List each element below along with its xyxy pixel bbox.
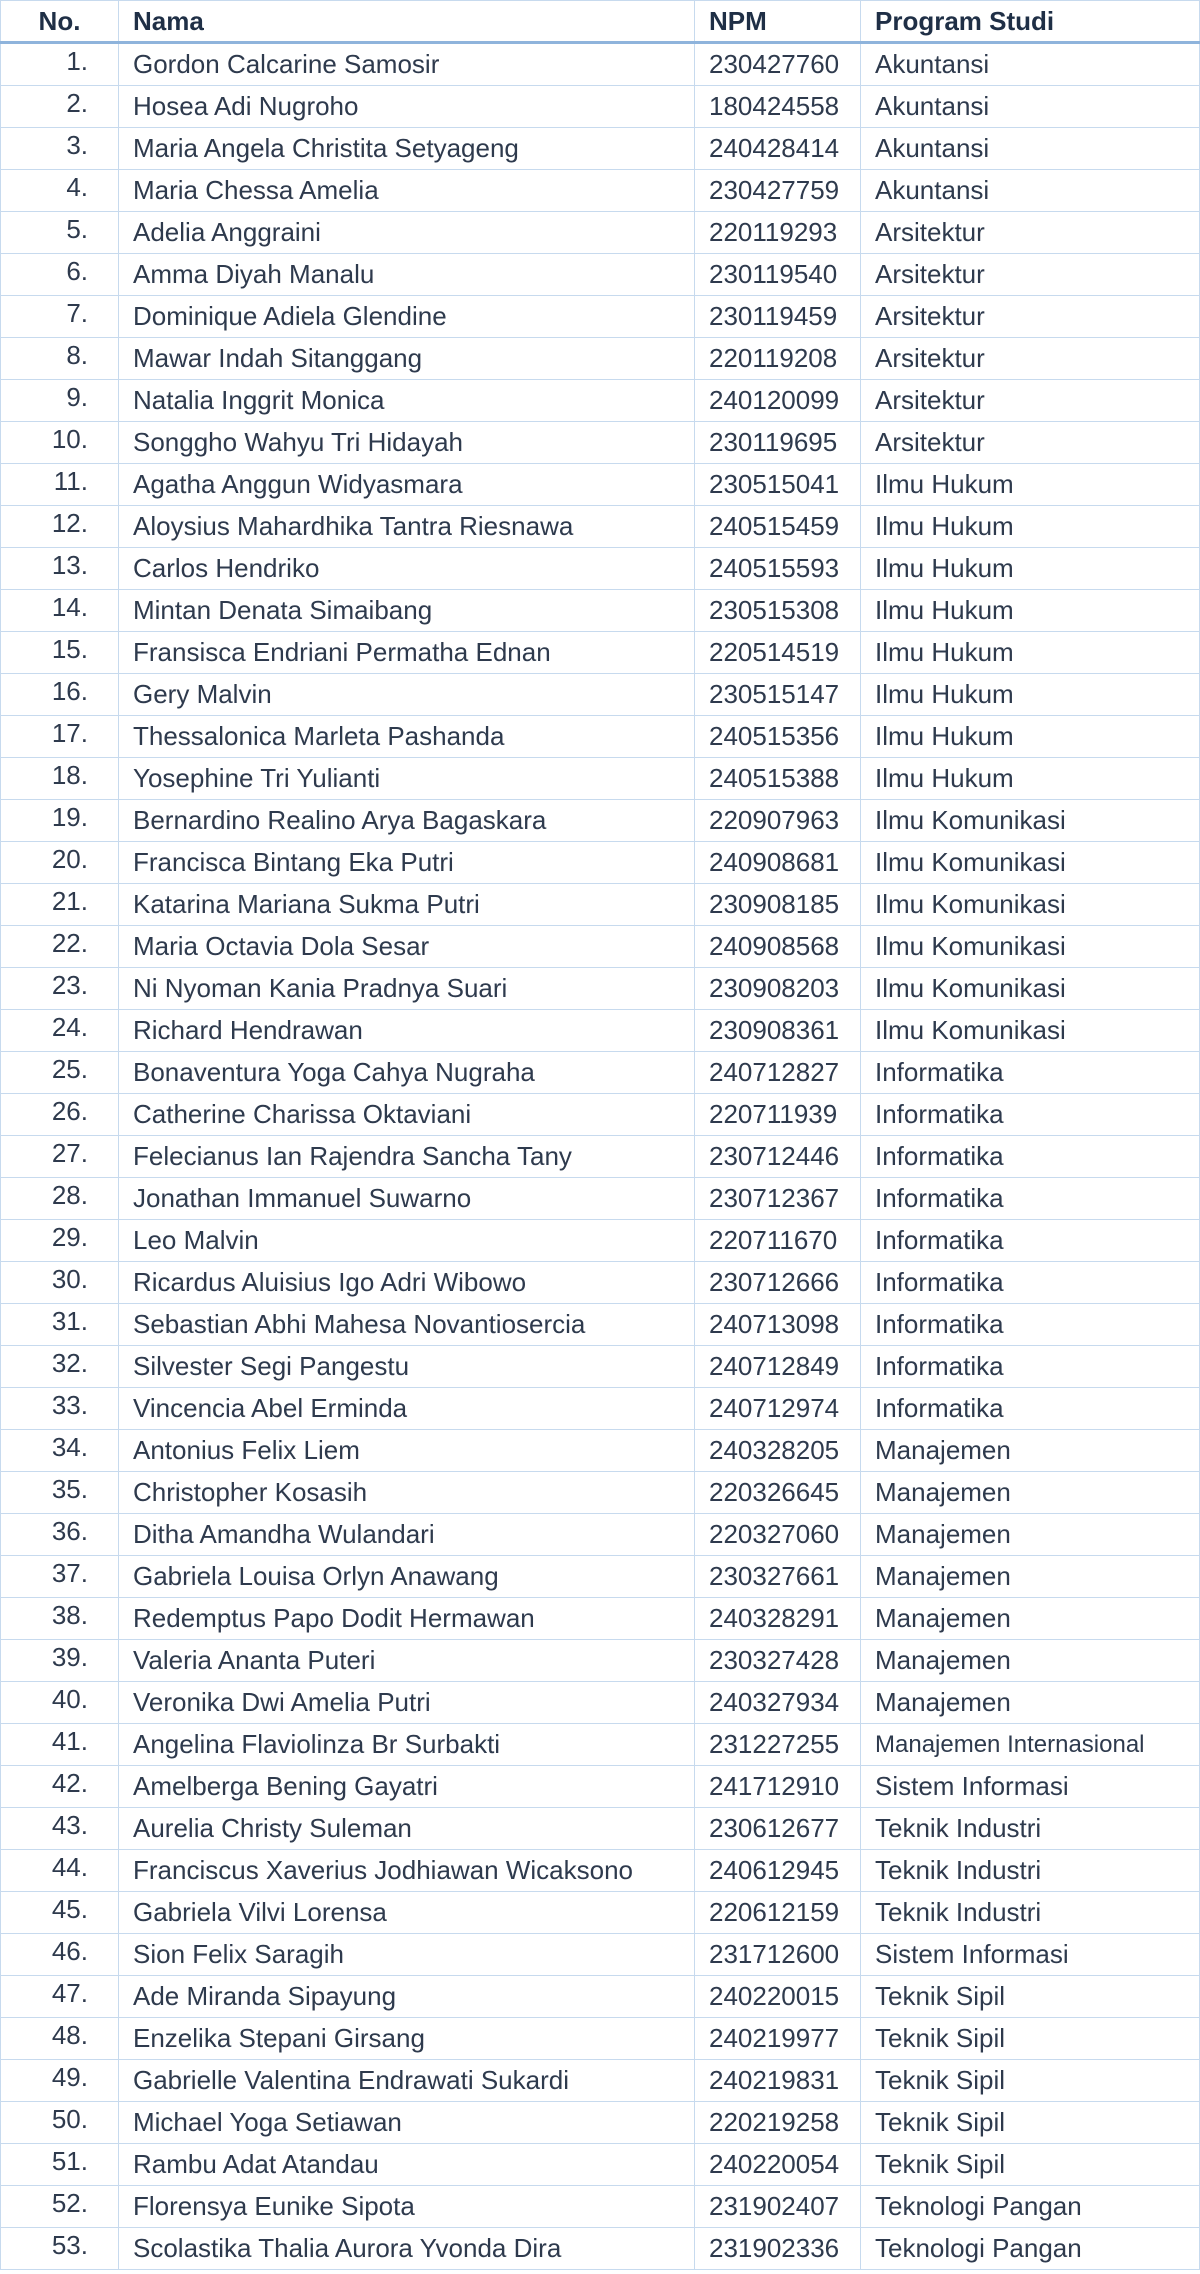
cell-nama: Christopher Kosasih xyxy=(119,1472,695,1514)
cell-no: 13. xyxy=(1,548,119,590)
table-body xyxy=(1,43,1200,2270)
cell-no: 11. xyxy=(1,464,119,506)
cell-program-studi: Teknik Sipil xyxy=(861,2102,1200,2144)
cell-program-studi: Ilmu Hukum xyxy=(861,548,1200,590)
cell-nama: Veronika Dwi Amelia Putri xyxy=(119,1682,695,1724)
cell-no: 30. xyxy=(1,1262,119,1304)
cell-nama: Agatha Anggun Widyasmara xyxy=(119,464,695,506)
cell-no: 16. xyxy=(1,674,119,716)
cell-no: 26. xyxy=(1,1094,119,1136)
cell-npm: 220612159 xyxy=(695,1892,861,1934)
cell-npm: 240712827 xyxy=(695,1052,861,1094)
cell-no: 50. xyxy=(1,2102,119,2144)
table-row xyxy=(1,2144,1200,2186)
cell-npm: 220119208 xyxy=(695,338,861,380)
table-row xyxy=(1,1094,1200,1136)
cell-program-studi: Ilmu Hukum xyxy=(861,716,1200,758)
table-row xyxy=(1,2228,1200,2270)
table-row xyxy=(1,2102,1200,2144)
table-row xyxy=(1,86,1200,128)
cell-program-studi: Ilmu Komunikasi xyxy=(861,1010,1200,1052)
cell-npm: 231902336 xyxy=(695,2228,861,2270)
cell-nama: Vincencia Abel Erminda xyxy=(119,1388,695,1430)
cell-program-studi: Arsitektur xyxy=(861,338,1200,380)
cell-npm: 231902407 xyxy=(695,2186,861,2228)
cell-nama: Gabrielle Valentina Endrawati Sukardi xyxy=(119,2060,695,2102)
table-row xyxy=(1,1934,1200,1976)
table-row xyxy=(1,422,1200,464)
cell-npm: 240219977 xyxy=(695,2018,861,2060)
table-row xyxy=(1,1052,1200,1094)
cell-no: 48. xyxy=(1,2018,119,2060)
cell-program-studi: Ilmu Hukum xyxy=(861,590,1200,632)
cell-npm: 230119540 xyxy=(695,254,861,296)
cell-program-studi: Manajemen xyxy=(861,1682,1200,1724)
cell-no: 5. xyxy=(1,212,119,254)
cell-no: 39. xyxy=(1,1640,119,1682)
cell-nama: Ditha Amandha Wulandari xyxy=(119,1514,695,1556)
cell-program-studi: Teknik Sipil xyxy=(861,2144,1200,2186)
cell-no: 18. xyxy=(1,758,119,800)
cell-npm: 240220054 xyxy=(695,2144,861,2186)
cell-program-studi: Informatika xyxy=(861,1052,1200,1094)
table-row xyxy=(1,1724,1200,1766)
cell-program-studi: Manajemen xyxy=(861,1430,1200,1472)
table-row xyxy=(1,1598,1200,1640)
cell-nama: Thessalonica Marleta Pashanda xyxy=(119,716,695,758)
cell-no: 31. xyxy=(1,1304,119,1346)
cell-program-studi: Informatika xyxy=(861,1136,1200,1178)
cell-program-studi: Informatika xyxy=(861,1220,1200,1262)
cell-program-studi: Manajemen xyxy=(861,1640,1200,1682)
table-row xyxy=(1,926,1200,968)
cell-program-studi: Informatika xyxy=(861,1262,1200,1304)
cell-nama: Leo Malvin xyxy=(119,1220,695,1262)
cell-npm: 220219258 xyxy=(695,2102,861,2144)
table-row xyxy=(1,968,1200,1010)
cell-no: 38. xyxy=(1,1598,119,1640)
cell-program-studi: Sistem Informasi xyxy=(861,1766,1200,1808)
cell-npm: 231227255 xyxy=(695,1724,861,1766)
cell-npm: 230908203 xyxy=(695,968,861,1010)
cell-no: 21. xyxy=(1,884,119,926)
cell-npm: 240612945 xyxy=(695,1850,861,1892)
table-row xyxy=(1,464,1200,506)
cell-nama: Songgho Wahyu Tri Hidayah xyxy=(119,422,695,464)
cell-nama: Gery Malvin xyxy=(119,674,695,716)
cell-no: 1. xyxy=(1,43,119,86)
cell-program-studi: Informatika xyxy=(861,1094,1200,1136)
cell-npm: 240712974 xyxy=(695,1388,861,1430)
cell-program-studi: Akuntansi xyxy=(861,43,1200,86)
cell-nama: Mawar Indah Sitanggang xyxy=(119,338,695,380)
cell-program-studi: Manajemen xyxy=(861,1514,1200,1556)
cell-npm: 230427760 xyxy=(695,43,861,86)
table-row xyxy=(1,1304,1200,1346)
cell-nama: Gabriela Louisa Orlyn Anawang xyxy=(119,1556,695,1598)
table-row xyxy=(1,758,1200,800)
cell-program-studi: Ilmu Komunikasi xyxy=(861,926,1200,968)
cell-no: 46. xyxy=(1,1934,119,1976)
header-row xyxy=(1,1,1200,43)
cell-npm: 230712666 xyxy=(695,1262,861,1304)
table-row xyxy=(1,128,1200,170)
cell-no: 53. xyxy=(1,2228,119,2270)
cell-program-studi: Arsitektur xyxy=(861,422,1200,464)
cell-program-studi: Akuntansi xyxy=(861,128,1200,170)
cell-nama: Rambu Adat Atandau xyxy=(119,2144,695,2186)
cell-nama: Ricardus Aluisius Igo Adri Wibowo xyxy=(119,1262,695,1304)
cell-no: 37. xyxy=(1,1556,119,1598)
cell-no: 47. xyxy=(1,1976,119,2018)
cell-nama: Enzelika Stepani Girsang xyxy=(119,2018,695,2060)
cell-no: 6. xyxy=(1,254,119,296)
cell-no: 32. xyxy=(1,1346,119,1388)
table-row xyxy=(1,506,1200,548)
cell-no: 51. xyxy=(1,2144,119,2186)
cell-npm: 230908185 xyxy=(695,884,861,926)
table-row xyxy=(1,590,1200,632)
cell-program-studi: Arsitektur xyxy=(861,296,1200,338)
cell-program-studi: Ilmu Komunikasi xyxy=(861,800,1200,842)
cell-npm: 230119695 xyxy=(695,422,861,464)
cell-program-studi: Teknik Industri xyxy=(861,1892,1200,1934)
cell-no: 36. xyxy=(1,1514,119,1556)
cell-no: 44. xyxy=(1,1850,119,1892)
header-nama: Nama xyxy=(119,1,695,43)
cell-program-studi: Teknologi Pangan xyxy=(861,2186,1200,2228)
cell-nama: Florensya Eunike Sipota xyxy=(119,2186,695,2228)
cell-program-studi: Manajemen xyxy=(861,1598,1200,1640)
cell-npm: 230612677 xyxy=(695,1808,861,1850)
cell-no: 3. xyxy=(1,128,119,170)
table-row xyxy=(1,1388,1200,1430)
cell-nama: Francisca Bintang Eka Putri xyxy=(119,842,695,884)
cell-nama: Dominique Adiela Glendine xyxy=(119,296,695,338)
cell-program-studi: Ilmu Hukum xyxy=(861,632,1200,674)
table-row xyxy=(1,1892,1200,1934)
table-row xyxy=(1,1514,1200,1556)
cell-npm: 240712849 xyxy=(695,1346,861,1388)
table-row xyxy=(1,1556,1200,1598)
table-row xyxy=(1,380,1200,422)
cell-program-studi: Teknik Industri xyxy=(861,1850,1200,1892)
cell-npm: 230515147 xyxy=(695,674,861,716)
cell-nama: Redemptus Papo Dodit Hermawan xyxy=(119,1598,695,1640)
table-row xyxy=(1,1850,1200,1892)
table-row xyxy=(1,2018,1200,2060)
cell-no: 8. xyxy=(1,338,119,380)
cell-no: 9. xyxy=(1,380,119,422)
table-row xyxy=(1,1766,1200,1808)
cell-nama: Valeria Ananta Puteri xyxy=(119,1640,695,1682)
cell-no: 2. xyxy=(1,86,119,128)
cell-nama: Angelina Flaviolinza Br Surbakti xyxy=(119,1724,695,1766)
cell-npm: 241712910 xyxy=(695,1766,861,1808)
cell-no: 12. xyxy=(1,506,119,548)
cell-nama: Scolastika Thalia Aurora Yvonda Dira xyxy=(119,2228,695,2270)
cell-no: 42. xyxy=(1,1766,119,1808)
cell-program-studi: Ilmu Komunikasi xyxy=(861,968,1200,1010)
cell-program-studi: Manajemen xyxy=(861,1472,1200,1514)
table-row xyxy=(1,1640,1200,1682)
cell-program-studi: Ilmu Komunikasi xyxy=(861,884,1200,926)
cell-npm: 180424558 xyxy=(695,86,861,128)
table-row xyxy=(1,2060,1200,2102)
cell-nama: Maria Chessa Amelia xyxy=(119,170,695,212)
cell-nama: Jonathan Immanuel Suwarno xyxy=(119,1178,695,1220)
table-row xyxy=(1,43,1200,86)
cell-nama: Sebastian Abhi Mahesa Novantiosercia xyxy=(119,1304,695,1346)
cell-nama: Ade Miranda Sipayung xyxy=(119,1976,695,2018)
cell-nama: Hosea Adi Nugroho xyxy=(119,86,695,128)
cell-program-studi: Manajemen xyxy=(861,1556,1200,1598)
cell-npm: 240908568 xyxy=(695,926,861,968)
cell-nama: Aurelia Christy Suleman xyxy=(119,1808,695,1850)
cell-npm: 240327934 xyxy=(695,1682,861,1724)
cell-no: 34. xyxy=(1,1430,119,1472)
cell-npm: 220326645 xyxy=(695,1472,861,1514)
table-row xyxy=(1,1430,1200,1472)
cell-npm: 230119459 xyxy=(695,296,861,338)
cell-npm: 220514519 xyxy=(695,632,861,674)
header-no: No. xyxy=(1,1,119,43)
cell-npm: 240220015 xyxy=(695,1976,861,2018)
cell-no: 4. xyxy=(1,170,119,212)
table-row xyxy=(1,254,1200,296)
table-row xyxy=(1,674,1200,716)
cell-nama: Antonius Felix Liem xyxy=(119,1430,695,1472)
table-row xyxy=(1,1682,1200,1724)
cell-nama: Sion Felix Saragih xyxy=(119,1934,695,1976)
cell-npm: 240328205 xyxy=(695,1430,861,1472)
cell-npm: 240908681 xyxy=(695,842,861,884)
cell-program-studi: Ilmu Hukum xyxy=(861,464,1200,506)
header-program-studi: Program Studi xyxy=(861,1,1200,43)
cell-program-studi: Ilmu Hukum xyxy=(861,758,1200,800)
table-row xyxy=(1,1010,1200,1052)
cell-no: 45. xyxy=(1,1892,119,1934)
cell-npm: 220711670 xyxy=(695,1220,861,1262)
table-row xyxy=(1,716,1200,758)
cell-program-studi: Manajemen Internasional xyxy=(861,1724,1200,1766)
cell-npm: 220711939 xyxy=(695,1094,861,1136)
cell-program-studi: Teknik Industri xyxy=(861,1808,1200,1850)
table-row xyxy=(1,1976,1200,2018)
cell-npm: 240120099 xyxy=(695,380,861,422)
cell-no: 35. xyxy=(1,1472,119,1514)
table-row xyxy=(1,1136,1200,1178)
cell-npm: 220907963 xyxy=(695,800,861,842)
cell-program-studi: Informatika xyxy=(861,1388,1200,1430)
cell-nama: Felecianus Ian Rajendra Sancha Tany xyxy=(119,1136,695,1178)
cell-no: 40. xyxy=(1,1682,119,1724)
cell-no: 29. xyxy=(1,1220,119,1262)
cell-no: 52. xyxy=(1,2186,119,2228)
table-row xyxy=(1,800,1200,842)
cell-no: 28. xyxy=(1,1178,119,1220)
cell-program-studi: Akuntansi xyxy=(861,170,1200,212)
cell-program-studi: Teknologi Pangan xyxy=(861,2228,1200,2270)
cell-program-studi: Arsitektur xyxy=(861,380,1200,422)
table-row xyxy=(1,296,1200,338)
cell-program-studi: Teknik Sipil xyxy=(861,1976,1200,2018)
cell-npm: 240219831 xyxy=(695,2060,861,2102)
table-row xyxy=(1,170,1200,212)
cell-npm: 230515041 xyxy=(695,464,861,506)
cell-program-studi: Informatika xyxy=(861,1304,1200,1346)
table-row xyxy=(1,338,1200,380)
cell-npm: 240328291 xyxy=(695,1598,861,1640)
cell-npm: 230327661 xyxy=(695,1556,861,1598)
table-row xyxy=(1,884,1200,926)
table-header xyxy=(1,1,1200,43)
cell-program-studi: Informatika xyxy=(861,1178,1200,1220)
cell-npm: 240515593 xyxy=(695,548,861,590)
cell-program-studi: Sistem Informasi xyxy=(861,1934,1200,1976)
cell-npm: 231712600 xyxy=(695,1934,861,1976)
cell-program-studi: Ilmu Hukum xyxy=(861,506,1200,548)
table-row xyxy=(1,548,1200,590)
cell-nama: Maria Angela Christita Setyageng xyxy=(119,128,695,170)
cell-no: 33. xyxy=(1,1388,119,1430)
cell-nama: Silvester Segi Pangestu xyxy=(119,1346,695,1388)
cell-nama: Aloysius Mahardhika Tantra Riesnawa xyxy=(119,506,695,548)
cell-npm: 220119293 xyxy=(695,212,861,254)
cell-nama: Ni Nyoman Kania Pradnya Suari xyxy=(119,968,695,1010)
cell-no: 17. xyxy=(1,716,119,758)
cell-program-studi: Teknik Sipil xyxy=(861,2060,1200,2102)
cell-no: 24. xyxy=(1,1010,119,1052)
table-row xyxy=(1,2186,1200,2228)
cell-npm: 220327060 xyxy=(695,1514,861,1556)
cell-program-studi: Informatika xyxy=(861,1346,1200,1388)
cell-nama: Adelia Anggraini xyxy=(119,212,695,254)
table-row xyxy=(1,1346,1200,1388)
cell-nama: Carlos Hendriko xyxy=(119,548,695,590)
cell-nama: Bernardino Realino Arya Bagaskara xyxy=(119,800,695,842)
cell-no: 49. xyxy=(1,2060,119,2102)
cell-npm: 230712446 xyxy=(695,1136,861,1178)
cell-npm: 230427759 xyxy=(695,170,861,212)
cell-nama: Catherine Charissa Oktaviani xyxy=(119,1094,695,1136)
cell-no: 10. xyxy=(1,422,119,464)
table-row xyxy=(1,1808,1200,1850)
cell-no: 23. xyxy=(1,968,119,1010)
cell-no: 25. xyxy=(1,1052,119,1094)
cell-no: 41. xyxy=(1,1724,119,1766)
cell-no: 14. xyxy=(1,590,119,632)
cell-no: 27. xyxy=(1,1136,119,1178)
cell-npm: 230712367 xyxy=(695,1178,861,1220)
cell-npm: 230327428 xyxy=(695,1640,861,1682)
table-row xyxy=(1,1220,1200,1262)
table-row xyxy=(1,212,1200,254)
table-row xyxy=(1,632,1200,674)
cell-no: 22. xyxy=(1,926,119,968)
cell-nama: Katarina Mariana Sukma Putri xyxy=(119,884,695,926)
cell-program-studi: Ilmu Komunikasi xyxy=(861,842,1200,884)
cell-npm: 240515356 xyxy=(695,716,861,758)
cell-nama: Maria Octavia Dola Sesar xyxy=(119,926,695,968)
cell-npm: 240515388 xyxy=(695,758,861,800)
header-npm: NPM xyxy=(695,1,861,43)
cell-npm: 230515308 xyxy=(695,590,861,632)
cell-nama: Michael Yoga Setiawan xyxy=(119,2102,695,2144)
cell-nama: Amma Diyah Manalu xyxy=(119,254,695,296)
cell-program-studi: Akuntansi xyxy=(861,86,1200,128)
cell-nama: Gabriela Vilvi Lorensa xyxy=(119,1892,695,1934)
cell-program-studi: Arsitektur xyxy=(861,212,1200,254)
cell-npm: 240713098 xyxy=(695,1304,861,1346)
table-row xyxy=(1,1262,1200,1304)
cell-nama: Yosephine Tri Yulianti xyxy=(119,758,695,800)
cell-npm: 230908361 xyxy=(695,1010,861,1052)
cell-no: 19. xyxy=(1,800,119,842)
cell-program-studi: Arsitektur xyxy=(861,254,1200,296)
cell-nama: Richard Hendrawan xyxy=(119,1010,695,1052)
cell-no: 7. xyxy=(1,296,119,338)
cell-nama: Gordon Calcarine Samosir xyxy=(119,43,695,86)
cell-program-studi: Ilmu Hukum xyxy=(861,674,1200,716)
cell-no: 15. xyxy=(1,632,119,674)
table-row xyxy=(1,1178,1200,1220)
cell-no: 20. xyxy=(1,842,119,884)
cell-npm: 240428414 xyxy=(695,128,861,170)
cell-nama: Bonaventura Yoga Cahya Nugraha xyxy=(119,1052,695,1094)
cell-nama: Mintan Denata Simaibang xyxy=(119,590,695,632)
cell-no: 43. xyxy=(1,1808,119,1850)
table-row xyxy=(1,1472,1200,1514)
cell-program-studi: Teknik Sipil xyxy=(861,2018,1200,2060)
cell-nama: Amelberga Bening Gayatri xyxy=(119,1766,695,1808)
table-row xyxy=(1,842,1200,884)
cell-npm: 240515459 xyxy=(695,506,861,548)
cell-nama: Fransisca Endriani Permatha Ednan xyxy=(119,632,695,674)
cell-nama: Franciscus Xaverius Jodhiawan Wicaksono xyxy=(119,1850,695,1892)
cell-nama: Natalia Inggrit Monica xyxy=(119,380,695,422)
